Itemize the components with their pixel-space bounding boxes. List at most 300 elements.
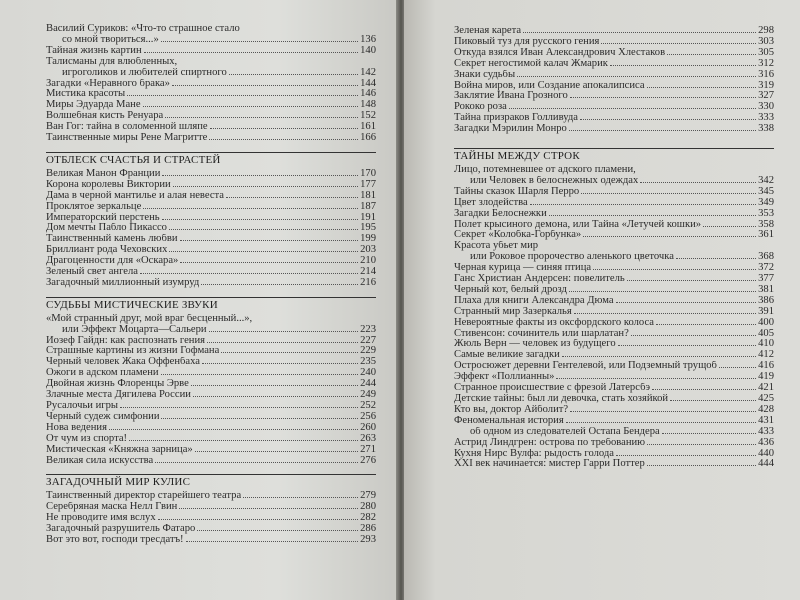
- toc-entry-title: Нова ведения: [46, 422, 107, 433]
- toc-entry-title: или Человек в белоснежных одеждах: [470, 175, 639, 186]
- toc-entry-title: Лицо, потемневшее от адского пламени,: [454, 164, 636, 175]
- toc-dot-leader: [719, 367, 756, 368]
- toc-page-number: 410: [758, 338, 774, 350]
- toc-entry: [46, 202, 376, 213]
- toc-entry-title: Черный кот, белый дрозд: [454, 284, 567, 295]
- toc-page-number: 412: [758, 349, 774, 361]
- toc-dot-leader: [172, 85, 358, 86]
- toc-entry: [454, 187, 774, 198]
- toc-dot-leader: [202, 363, 358, 364]
- toc-page-number: 187: [360, 200, 376, 212]
- toc-entry-title: Феноменальная история: [454, 415, 564, 426]
- toc-dot-leader: [570, 411, 756, 412]
- toc-entry: [46, 35, 376, 46]
- toc-dot-leader: [656, 324, 756, 325]
- toc-dot-leader: [569, 291, 756, 292]
- toc-page-number: 400: [758, 316, 774, 328]
- toc-entry: [454, 59, 774, 70]
- toc-entry: [454, 438, 774, 449]
- toc-entry-title: Мистика красоты: [46, 89, 126, 100]
- toc-entry: [454, 318, 774, 329]
- toc-entry: [454, 124, 774, 135]
- toc-page-number: 276: [360, 454, 376, 466]
- toc-entry-title: Великая сила искусства: [46, 455, 154, 466]
- toc-page-number: 342: [758, 174, 774, 186]
- toc-dot-leader: [195, 451, 358, 452]
- toc-page-number: 271: [360, 443, 376, 455]
- toc-entry-title: Пиковый туз для русского гения: [454, 36, 600, 47]
- toc-page-number: 338: [758, 123, 774, 135]
- toc-entry: [454, 427, 774, 438]
- toc-entry-title: Астрид Линдгрен: острова по требованию: [454, 437, 646, 448]
- toc-entry: [46, 368, 376, 379]
- toc-dot-leader: [129, 440, 358, 441]
- toc-entry-title: Ганс Христиан Андерсен: повелитель: [454, 274, 625, 285]
- toc-entry: [46, 191, 376, 202]
- toc-page-number: 140: [360, 44, 376, 56]
- toc-entry: [46, 133, 376, 144]
- toc-page-number: 260: [360, 421, 376, 433]
- toc-dot-leader: [210, 128, 359, 129]
- toc-entry-title: Странный мир Зазеркалья: [454, 306, 572, 317]
- toc-page-number: 431: [758, 414, 774, 426]
- toc-dot-leader: [209, 331, 359, 332]
- toc-dot-leader: [667, 54, 756, 55]
- toc-entry-title: Зеленый свет ангела: [46, 267, 138, 278]
- toc-entry: [46, 491, 376, 502]
- toc-entry-title: игроголиков и любителей спиртного: [62, 67, 227, 78]
- toc-entry: [454, 339, 774, 350]
- toc-entry: [454, 37, 774, 48]
- toc-dot-leader: [703, 226, 756, 227]
- toc-page-number: 286: [360, 523, 376, 535]
- toc-dot-leader: [180, 240, 359, 241]
- toc-page-number: 440: [758, 447, 774, 459]
- toc-entry-title: Черный судеж симфонии: [46, 411, 160, 422]
- toc-entry: [46, 24, 376, 35]
- toc-entry-title: Кухня Нирс Вулфа: рыдость голода: [454, 448, 615, 459]
- toc-entry-title: Тайная жизнь картин: [46, 45, 142, 56]
- toc-page-number: 316: [758, 68, 774, 80]
- toc-page-number: 319: [758, 79, 774, 91]
- toc-dot-leader: [197, 530, 358, 531]
- toc-entry: [454, 459, 774, 470]
- toc-entry: [454, 102, 774, 113]
- toc-entry-title: Мистическая «Княжна зарница»: [46, 444, 193, 455]
- toc-entry-title: Волшебная кисть Ренуара: [46, 111, 164, 122]
- toc-entry: [46, 357, 376, 368]
- toc-page-number: 349: [758, 196, 774, 208]
- toc-entry: [46, 245, 376, 256]
- toc-page-number: 235: [360, 356, 376, 368]
- toc-dot-leader: [627, 280, 756, 281]
- toc-entry-title: Полет крысиного демона, или Тайна «Летучей кошки»: [454, 219, 702, 230]
- toc-dot-leader: [610, 65, 756, 66]
- toc-page-number: 333: [758, 112, 774, 124]
- toc-dot-leader: [556, 378, 756, 379]
- toc-dot-leader: [618, 345, 756, 346]
- toc-entry: [454, 405, 774, 416]
- toc-entry: [46, 89, 376, 100]
- toc-page-number: 361: [758, 229, 774, 241]
- toc-entry: [46, 456, 376, 467]
- toc-page-number: 298: [758, 25, 774, 36]
- section-heading: ОТБЛЕСК СЧАСТЬЯ И СТРАСТЕЙ: [46, 152, 376, 166]
- toc-entry-title: Эффект «Поллианны»: [454, 372, 555, 383]
- toc-page-number: 345: [758, 185, 774, 197]
- toc-page-number: 240: [360, 367, 376, 379]
- left-page: [0, 0, 398, 600]
- toc-dot-leader: [566, 422, 756, 423]
- toc-entry-title: Корона королевы Виктории: [46, 179, 171, 190]
- toc-dot-leader: [570, 97, 756, 98]
- toc-entry-title: Талисманы для влюбленных,: [46, 56, 178, 67]
- toc-entry-title: Красота убьет мир: [454, 241, 539, 252]
- toc-entry-title: Секрет негостимой калач Жмарик: [454, 58, 608, 69]
- toc-dot-leader: [616, 455, 756, 456]
- toc-entry-title: Проклятое зеркальце: [46, 201, 142, 212]
- toc-entry: [46, 234, 376, 245]
- toc-dot-leader: [161, 418, 358, 419]
- toc-entry-title: Цвет злодейства: [454, 197, 528, 208]
- toc-page-number: 368: [758, 251, 774, 263]
- toc-page-number: 303: [758, 35, 774, 47]
- toc-page-number: 203: [360, 244, 376, 256]
- toc-entry-title: Черная курица — синяя птица: [454, 263, 592, 274]
- toc-entry-title: Страшные картины из жизни Гофмана: [46, 346, 220, 357]
- toc-entry-title: Остросюжет деревни Гентелевой, или Подземный трущоб: [454, 361, 717, 372]
- toc-entry: [46, 346, 376, 357]
- toc-entry-title: Великая Манон Франции: [46, 168, 161, 179]
- toc-dot-leader: [144, 52, 359, 53]
- toc-entry: [46, 223, 376, 234]
- toc-entry: [46, 314, 376, 325]
- toc-page-number: 214: [360, 266, 376, 278]
- toc-entry-title: Самые великие загадки: [454, 350, 560, 361]
- toc-entry-title: Зеленая карета: [454, 26, 522, 36]
- toc-entry-title: Война миров, или Создание апокалипсиса: [454, 80, 645, 91]
- toc-entry-title: Плаха для книги Александра Дюма: [454, 295, 614, 306]
- toc-dot-leader: [162, 219, 359, 220]
- toc-entry: [46, 390, 376, 401]
- toc-entry: [454, 449, 774, 460]
- toc-dot-leader: [509, 108, 756, 109]
- toc-entry: [454, 394, 774, 405]
- toc-page-number: 244: [360, 378, 376, 390]
- toc-dot-leader: [191, 385, 358, 386]
- toc-page-number: 444: [758, 458, 774, 470]
- toc-page-number: 227: [360, 334, 376, 346]
- toc-entry: [454, 230, 774, 241]
- toc-entry: [46, 524, 376, 535]
- toc-dot-leader: [161, 41, 358, 42]
- toc-entry: [454, 113, 774, 124]
- toc-entry: [454, 241, 774, 252]
- toc-dot-leader: [583, 236, 756, 237]
- toc-page-number: 177: [360, 178, 376, 190]
- toc-entry: [46, 213, 376, 224]
- toc-dot-leader: [616, 302, 757, 303]
- toc-entry: [454, 263, 774, 274]
- toc-dot-leader: [517, 76, 756, 77]
- toc-entry-title: Загадки Белоснежки: [454, 208, 547, 219]
- toc-dot-leader: [201, 284, 358, 285]
- toc-entry-title: Ван Гог: тайна в соломенной шляпе: [46, 122, 208, 133]
- left-toc: [46, 24, 376, 546]
- toc-dot-leader: [180, 262, 358, 263]
- toc-dot-leader: [143, 106, 359, 107]
- toc-page-number: 146: [360, 88, 376, 100]
- toc-page-number: 210: [360, 255, 376, 267]
- toc-dot-leader: [647, 465, 756, 466]
- toc-dot-leader: [155, 462, 358, 463]
- toc-entry: [454, 81, 774, 92]
- toc-entry-title: Вот это вот, господи тресдатъ!: [46, 534, 184, 545]
- toc-page-number: 195: [360, 222, 376, 234]
- toc-entry: [454, 176, 774, 187]
- toc-entry: [46, 57, 376, 68]
- toc-entry-title: Заклятие Ивана Грозного: [454, 91, 568, 102]
- toc-entry: [454, 209, 774, 220]
- toc-page-number: 436: [758, 436, 774, 448]
- toc-entry: [46, 180, 376, 191]
- toc-entry-title: Не проводите имя вслух: [46, 513, 156, 524]
- toc-page-number: 405: [758, 327, 774, 339]
- toc-page-number: 419: [758, 371, 774, 383]
- toc-entry: [454, 361, 774, 372]
- toc-page-number: 425: [758, 393, 774, 404]
- toc-entry-title: Драгоценности для «Оскара»: [46, 256, 179, 267]
- toc-page-number: 282: [360, 512, 376, 524]
- toc-entry-title: Русалочьи игры: [46, 401, 119, 411]
- toc-dot-leader: [549, 215, 756, 216]
- toc-page-number: 293: [360, 533, 376, 545]
- toc-dot-leader: [169, 251, 358, 252]
- toc-entry: [454, 329, 774, 340]
- toc-entry-title: Таинственный директор старейшего театра: [46, 491, 242, 502]
- toc-page-number: 229: [360, 345, 376, 357]
- toc-dot-leader: [574, 313, 756, 314]
- toc-entry: [454, 372, 774, 383]
- toc-entry: [46, 79, 376, 90]
- toc-dot-leader: [226, 197, 358, 198]
- toc-entry-title: Таинственные миры Рене Магритте: [46, 133, 208, 144]
- toc-entry-title: Стивенсон: сочинитель или шарлатан?: [454, 328, 629, 339]
- toc-dot-leader: [581, 193, 756, 194]
- toc-entry-title: Миры Эдуарда Мане: [46, 100, 141, 111]
- toc-page-number: 433: [758, 425, 774, 437]
- toc-entry-title: Жюль Верн — человек из будущего: [454, 339, 616, 350]
- toc-entry: [454, 220, 774, 231]
- toc-dot-leader: [229, 74, 358, 75]
- toc-dot-leader: [140, 273, 358, 274]
- toc-page-number: 330: [758, 101, 774, 113]
- toc-entry: [46, 46, 376, 57]
- toc-dot-leader: [120, 407, 358, 408]
- toc-entry-title: Тайна призраков Голливуда: [454, 113, 578, 124]
- toc-entry-title: Двойная жизнь Флоренцы Эрве: [46, 379, 189, 390]
- toc-dot-leader: [647, 444, 756, 445]
- toc-entry: [46, 423, 376, 434]
- toc-page-number: 148: [360, 99, 376, 111]
- toc-dot-leader: [179, 508, 358, 509]
- toc-entry-title: об одном из следователей Остапа Бендера: [470, 426, 660, 437]
- toc-dot-leader: [523, 32, 756, 33]
- toc-page-number: 144: [360, 77, 376, 89]
- toc-dot-leader: [530, 204, 756, 205]
- toc-entry: [46, 122, 376, 133]
- toc-entry-title: Загадочный миллионный изумруд: [46, 277, 200, 288]
- toc-page-number: 386: [758, 294, 774, 306]
- toc-page-number: 263: [360, 432, 376, 444]
- toc-entry: [454, 285, 774, 296]
- toc-entry-title: или Роковое пророчество аленького цветочка: [470, 252, 674, 263]
- toc-entry: [46, 412, 376, 423]
- toc-page-number: 256: [360, 410, 376, 422]
- toc-entry-title: Императорский перстень: [46, 212, 160, 223]
- toc-dot-leader: [165, 117, 358, 118]
- toc-entry-title: Детские тайны: был ли девочка, стать хозяйкой: [454, 394, 669, 404]
- toc-entry-title: Странное происшествие с фрезой Латерсбэ: [454, 383, 651, 394]
- toc-dot-leader: [670, 400, 756, 401]
- toc-entry: [46, 100, 376, 111]
- toc-page-number: 136: [360, 33, 376, 45]
- toc-entry-title: Ожоги в адском пламени: [46, 368, 159, 379]
- toc-page-number: 377: [758, 273, 774, 285]
- toc-entry: [46, 379, 376, 390]
- section-heading: ТАЙНЫ МЕЖДУ СТРОК: [454, 148, 774, 162]
- toc-dot-leader: [601, 43, 756, 44]
- toc-page-number: 199: [360, 233, 376, 245]
- toc-entry-title: Василий Суриков: «Что-то страшное стало: [46, 24, 240, 34]
- toc-page-number: 191: [360, 211, 376, 223]
- toc-entry: [46, 401, 376, 412]
- toc-dot-leader: [652, 389, 756, 390]
- toc-dot-leader: [143, 208, 358, 209]
- toc-entry-title: Секрет «Колобка-Горбунка»: [454, 230, 582, 241]
- toc-page-number: 305: [758, 46, 774, 58]
- toc-entry: [454, 274, 774, 285]
- toc-dot-leader: [662, 433, 756, 434]
- toc-dot-leader: [676, 258, 756, 259]
- toc-dot-leader: [161, 374, 359, 375]
- toc-entry-title: Таинственный камень любви: [46, 234, 178, 245]
- toc-entry-title: Знаки судьбы: [454, 69, 516, 80]
- toc-entry-title: «Мой странный друг, мой враг бесценный...»,: [46, 313, 253, 324]
- toc-entry-title: Бриллиант рода Чеховских: [46, 245, 168, 256]
- toc-entry: [46, 434, 376, 445]
- toc-entry-title: Загадки Мэрилин Монро: [454, 124, 567, 135]
- toc-page-number: 391: [758, 305, 774, 317]
- toc-entry-title: Злачные места Дягилева России: [46, 390, 191, 401]
- toc-dot-leader: [109, 429, 358, 430]
- toc-dot-leader: [221, 352, 358, 353]
- toc-dot-leader: [569, 130, 756, 131]
- toc-dot-leader: [580, 119, 756, 120]
- toc-entry-title: XXI век начинается: мистер Гарри Поттер: [454, 459, 645, 470]
- toc-entry: [454, 383, 774, 394]
- section-heading: ЗАГАДОЧНЫЙ МИР КУЛИС: [46, 474, 376, 488]
- toc-entry: [46, 445, 376, 456]
- toc-entry-title: Йозеф Гайдн: как распознать гения: [46, 335, 206, 346]
- toc-entry-title: Дом мечты Пабло Пикассо: [46, 223, 167, 234]
- toc-dot-leader: [631, 335, 756, 336]
- toc-entry: [46, 267, 376, 278]
- toc-page-number: 428: [758, 403, 774, 415]
- toc-page-number: 166: [360, 132, 376, 144]
- right-toc: [454, 26, 774, 470]
- toc-page-number: 353: [758, 207, 774, 219]
- toc-entry-title: Откуда взялся Иван Александрович Хлестаков: [454, 47, 666, 58]
- toc-entry: [46, 278, 376, 289]
- toc-page-number: 372: [758, 262, 774, 274]
- toc-entry-title: Загадки «Неравного брака»: [46, 78, 170, 89]
- toc-entry-title: Дама в черной мантилье и алая невеста: [46, 190, 225, 201]
- toc-entry: [454, 48, 774, 59]
- toc-page-number: 223: [360, 323, 376, 335]
- toc-entry: [454, 296, 774, 307]
- toc-page-number: 216: [360, 276, 376, 288]
- toc-entry: [46, 169, 376, 180]
- toc-page-number: 142: [360, 66, 376, 78]
- toc-page-number: 327: [758, 90, 774, 102]
- toc-dot-leader: [127, 95, 358, 96]
- toc-entry-title: Черный человек Жака Оффенбаха: [46, 357, 200, 368]
- toc-entry: [454, 307, 774, 318]
- section-heading: СУДЬБЫ МИСТИЧЕСКИЕ ЗВУКИ: [46, 297, 376, 311]
- toc-entry-title: со мной твориться...»: [62, 34, 159, 45]
- toc-entry: [454, 70, 774, 81]
- toc-page-number: 249: [360, 389, 376, 401]
- toc-dot-leader: [209, 139, 358, 140]
- toc-page-number: 279: [360, 490, 376, 502]
- toc-page-number: 416: [758, 360, 774, 372]
- toc-dot-leader: [243, 497, 358, 498]
- toc-page-number: 358: [758, 218, 774, 230]
- toc-dot-leader: [158, 519, 358, 520]
- toc-dot-leader: [593, 269, 756, 270]
- toc-dot-leader: [169, 229, 358, 230]
- toc-entry-title: Серебряная маска Нелл Гвин: [46, 502, 178, 513]
- toc-entry: [454, 416, 774, 427]
- toc-entry: [454, 91, 774, 102]
- toc-dot-leader: [562, 356, 756, 357]
- toc-entry: [454, 252, 774, 263]
- toc-entry: [46, 502, 376, 513]
- toc-entry: [46, 256, 376, 267]
- toc-dot-leader: [193, 396, 358, 397]
- toc-entry: [454, 198, 774, 209]
- toc-entry: [46, 336, 376, 347]
- toc-entry-title: Загадочный разрушитель Фатаро: [46, 524, 196, 535]
- toc-dot-leader: [647, 87, 757, 88]
- toc-entry-title: Невероятные факты из оксфордского колоса: [454, 317, 654, 328]
- toc-page-number: 280: [360, 501, 376, 513]
- toc-dot-leader: [173, 186, 358, 187]
- toc-entry: [46, 325, 376, 336]
- toc-page-number: 312: [758, 57, 774, 69]
- toc-entry: [454, 165, 774, 176]
- toc-entry: [46, 535, 376, 546]
- toc-entry: [454, 350, 774, 361]
- toc-entry-title: От чум из спорта!: [46, 433, 128, 444]
- toc-entry-title: Рококо роза: [454, 102, 507, 113]
- toc-page-number: 161: [360, 121, 376, 133]
- toc-page-number: 170: [360, 167, 376, 179]
- toc-dot-leader: [186, 541, 359, 542]
- toc-entry: [46, 111, 376, 122]
- toc-dot-leader: [640, 182, 756, 183]
